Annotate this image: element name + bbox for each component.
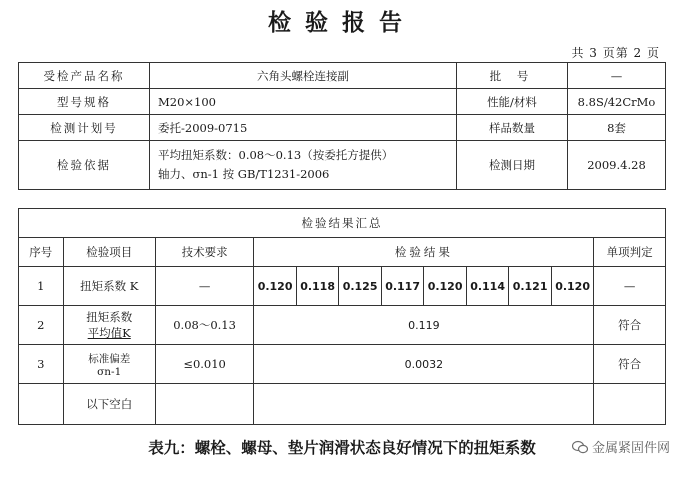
table-caption: 表九：螺栓、螺母、垫片润滑状态良好情况下的扭矩系数 [148,439,536,457]
model-label: 型号规格 [19,89,150,115]
info-row [19,141,666,190]
info-row [19,63,666,89]
date-label: 检测日期 [457,141,568,190]
table-row [19,267,666,306]
row-item-line-2: 平均值K [87,326,131,340]
product-value: 六角头螺栓连接副 [150,63,457,89]
plan-label: 检测计划号 [19,115,150,141]
qty-value: 8套 [568,115,666,141]
row-item-line-1: 标准偏差 [88,352,131,365]
basis-line-2: 轴力、σn-1 按 GB/T1231-2006 [158,167,330,181]
empty-cell [155,384,254,425]
table-row [19,345,666,384]
k-value: 0.125 [339,267,382,306]
summary-title: 检验结果汇总 [19,209,666,238]
k-value: 0.118 [296,267,339,306]
basis-line-1: 平均扭矩系数：0.08～0.13（按委托方提供） [158,148,394,162]
row-result: 0.119 [254,306,594,345]
row-item [63,306,155,345]
perf-value: 8.8S/42CrMo [568,89,666,115]
header-item: 检验项目 [63,238,155,267]
row-judge: — [594,267,666,306]
row-req: ≤0.010 [155,345,254,384]
header-judge: 单项判定 [594,238,666,267]
row-result: 0.0032 [254,345,594,384]
header-req: 技术要求 [155,238,254,267]
row-item: 扭矩系数 K [63,267,155,306]
model-value: M20×100 [150,89,457,115]
batch-value: — [568,63,666,89]
table-row [19,384,666,425]
row-req: 0.08～0.13 [155,306,254,345]
product-label: 受检产品名称 [19,63,150,89]
header-no: 序号 [19,238,64,267]
watermark-text: 金属紧固件网 [591,441,670,456]
info-row [19,115,666,141]
row-item: 以下空白 [63,384,155,425]
table-row [19,306,666,345]
row-item-line-2: σn-1 [97,365,122,378]
info-row [19,89,666,115]
report-title: 检验报告 [268,9,416,36]
watermark [572,437,670,456]
row-no: 1 [19,267,64,306]
header-row [19,238,666,267]
k-value: 0.114 [466,267,509,306]
empty-cell [254,384,594,425]
row-judge: 符合 [594,345,666,384]
row-req: — [155,267,254,306]
page-info: 共 3 页第 2 页 [571,46,660,60]
k-value: 0.121 [509,267,552,306]
basis-label: 检验依据 [19,141,150,190]
header-result: 检验结果 [254,238,594,267]
k-value: 0.117 [381,267,424,306]
row-no [19,384,64,425]
row-item [63,345,155,384]
wechat-icon [572,440,588,454]
batch-label: 批 号 [457,63,568,89]
summary-table [18,208,666,425]
summary-title-row [19,209,666,238]
empty-cell [594,384,666,425]
row-judge: 符合 [594,306,666,345]
k-value: 0.120 [551,267,594,306]
k-value: 0.120 [424,267,467,306]
date-value: 2009.4.28 [568,141,666,190]
k-value: 0.120 [254,267,297,306]
info-table [18,62,666,190]
basis-value [150,141,457,190]
row-no: 2 [19,306,64,345]
plan-value: 委托-2009-0715 [150,115,457,141]
perf-label: 性能/材料 [457,89,568,115]
row-no: 3 [19,345,64,384]
row-item-line-1: 扭矩系数 [86,310,133,324]
qty-label: 样品数量 [457,115,568,141]
